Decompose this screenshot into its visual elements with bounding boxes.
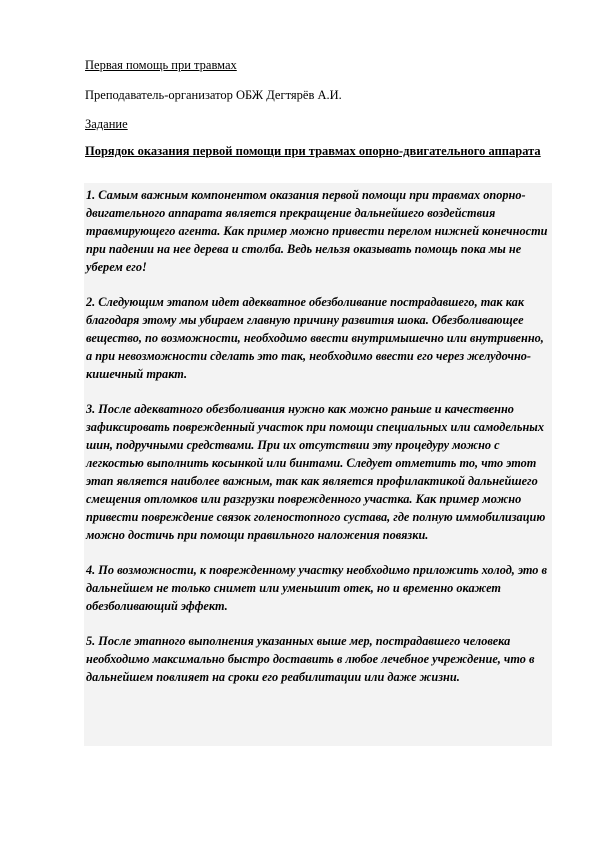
step-paragraph-3: 3. После адекватного обезболивания нужно как можно раньше и качественно зафиксировать поврежденный участок при помощи специальных или самодельных шин, подручными средствами. При их отсутствии эту процедуру можно с легкостью выполнить косынкой или бинтами. Следует отметить то, что этот этап является наиболее важным, так как является профилактикой дальнейшего смещения отломков или разгрузки поврежденного участка. Как пример можно привести повреждение связок голеностопного сустава, где полную иммобилизацию можно достичь при помощи правильного наложения повязки. [86,402,546,542]
step-paragraph-4: 4. По возможности, к поврежденному участку необходимо приложить холод, это в дальнейшем не только снимет или уменьшит отек, но и временно окажет обезболивающий эффект. [86,563,547,613]
step-paragraph-2: 2. Следующим этапом идет адекватное обезболивание пострадавшего, так как благодаря этому мы убираем главную причину развития шока. Обезболивающее вещество, по возможности, необходимо ввести внутримышечно или внутривенно, а при невозможности сделать это так, необходимо ввести его через желудочно-кишечный тракт. [86,295,544,381]
step-paragraph-5: 5. После этапного выполнения указанных выше мер, пострадавшего человека необходимо максимально быстро доставить в любое лечебное учреждение, что в дальнейшем повлияет на сроки его реабилитации или даже жизни. [86,634,535,684]
first-aid-steps [84,183,552,746]
step-paragraph-1: 1. Самым важным компонентом оказания первой помощи при травмах опорно-двигательного аппарата является прекращение дальнейшего воздействия травмирующего агента. Как пример можно привести перелом нижней конечности при падении на нее дерева и столба. Ведь нельзя оказывать помощь пока мы не уберем его! [86,188,548,274]
teacher-line: Преподаватель-организатор ОБЖ Дегтярёв А.И. [85,88,342,102]
topic-heading: Порядок оказания первой помощи при травмах опорно-двигательного аппарата [85,144,541,158]
document-title: Первая помощь при травмах [85,58,237,72]
task-label: Задание [85,117,128,131]
